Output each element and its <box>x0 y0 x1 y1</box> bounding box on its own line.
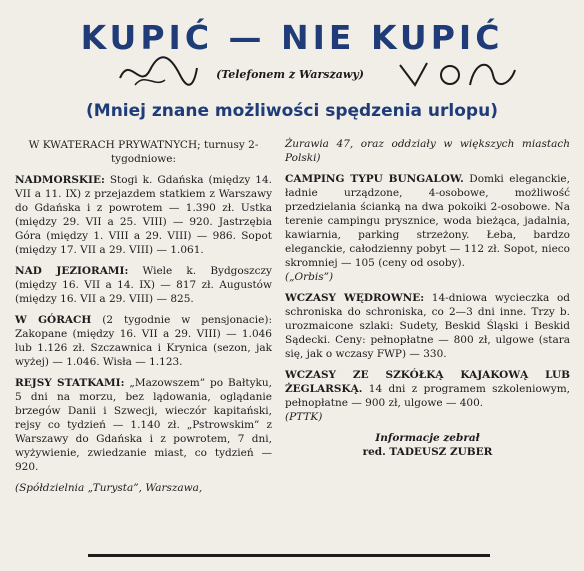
kayak-paragraph <box>285 368 570 424</box>
squiggle-right-illustration <box>395 55 520 93</box>
byline: (Telefonem z Warszawy) <box>216 68 364 81</box>
left-column <box>15 138 272 502</box>
pttk-credit: (PTTK) <box>285 411 323 423</box>
sea-lead: NADMORSKIE: <box>15 174 105 186</box>
kayak-text: 14 dni z programem szkoleniowym, pełnopłatne — 900 zł, ulgowe — 400. <box>285 383 570 409</box>
mountains-lead: W GÓRACH <box>15 314 92 326</box>
mountains-paragraph <box>15 313 272 369</box>
camping-paragraph <box>285 172 570 284</box>
cruise-lead: REJSY STATKAMI: <box>15 377 125 389</box>
camping-text: Domki eleganckie, ładnie urządzone, 4-osobowe, możliwość przedzielania ścianką na dwa pokoiki 2-osobowe. Na terenie campingu prysznice, woda bieżąca, jadalnia, kawiarnia, parking strzeżony. Łeba, bardzo eleganckie, całodzienny pobyt — 112 zł. Sopot, nieco skromniej — 105 (ceny od osoby). <box>285 173 570 269</box>
hiking-text: 14-dniowa wycieczka od schroniska do schroniska, co 2—3 dni inne. Trzy b. urozmaicone szlaki: Sudety, Beskid Śląski i Beskid Sądecki. Ceny: pełnopłatne — 800 zł, ulgowe (stara się, jak o wczasy FWP) — 330. <box>285 292 570 360</box>
signature-label: Informacje zebrał <box>375 432 480 444</box>
subtitle: (Mniej znane możliwości spędzenia urlopu) <box>86 101 498 121</box>
sea-paragraph <box>15 173 272 257</box>
right-column <box>285 137 570 459</box>
camping-lead: CAMPING TYPU BUNGALOW. <box>285 173 464 185</box>
signature-name: red. TADEUSZ ZUBER <box>362 446 493 458</box>
lakes-lead: NAD JEZIORAMI: <box>15 265 129 277</box>
organizer-credit: (Spółdzielnia „Turysta”, Warszawa, <box>15 482 203 494</box>
bottom-rule <box>88 554 490 557</box>
sea-text: Stogi k. Gdańska (między 14. VII a 11. IX) z przejazdem statkiem z Warszawy do Gdańska i z powrotem — 1.390 zł. Ustka (między 29. VII a 25. VIII) — 920. Jastrzębia Góra (między 1. VIII a 29. VIII) — 986. Sopot (między 17. VII a 29. VIII) — 1.061. <box>15 174 272 256</box>
headline: KUPIĆ — NIE KUPIĆ <box>80 18 504 57</box>
orbis-credit: („Orbis”) <box>285 271 334 283</box>
lakes-paragraph <box>15 264 272 306</box>
cruise-paragraph <box>15 376 272 474</box>
lakes-text: Wiele k. Bydgoszczy (między 16. VII a 14. IX) — 817 zł. Augustów (między 16. VII a 29. VIII) — 825. <box>15 265 272 305</box>
kayak-lead: WCZASY ZE SZKÓŁKĄ KAJAKOWĄ LUB ŻEGLARSKĄ. <box>285 369 570 395</box>
intro-paragraph: W KWATERACH PRYWATNYCH; turnusy 2-tygodniowe: <box>28 139 259 165</box>
hiking-lead: WCZASY WĘDROWNE: <box>285 292 425 304</box>
cruise-text: „Mazowszem” po Bałtyku, 5 dni na morzu, bez lądowania, oglądanie brzegów Danii i Szwecji, wieczór kapitański, rejsy co tydzień — 1.140 zł. „Pstrowskim” z Warszawy do Gdańska i z powrotem, 7 dni, wyżywienie, zwiedzanie miast, co tydzień — 920. <box>15 377 272 473</box>
mountains-text: (2 tygodnie w pensjonacie): Zakopane (między 16. VII a 29. VIII) — 1.046 lub 1.126 zł. Szczawnica i Krynica (sezon, jak wyżej) — 1.046. Wisła — 1.123. <box>15 314 272 368</box>
organizer-credit-cont: Żurawia 47, oraz oddziały w większych miastach Polski) <box>285 138 570 164</box>
hiking-paragraph <box>285 291 570 361</box>
